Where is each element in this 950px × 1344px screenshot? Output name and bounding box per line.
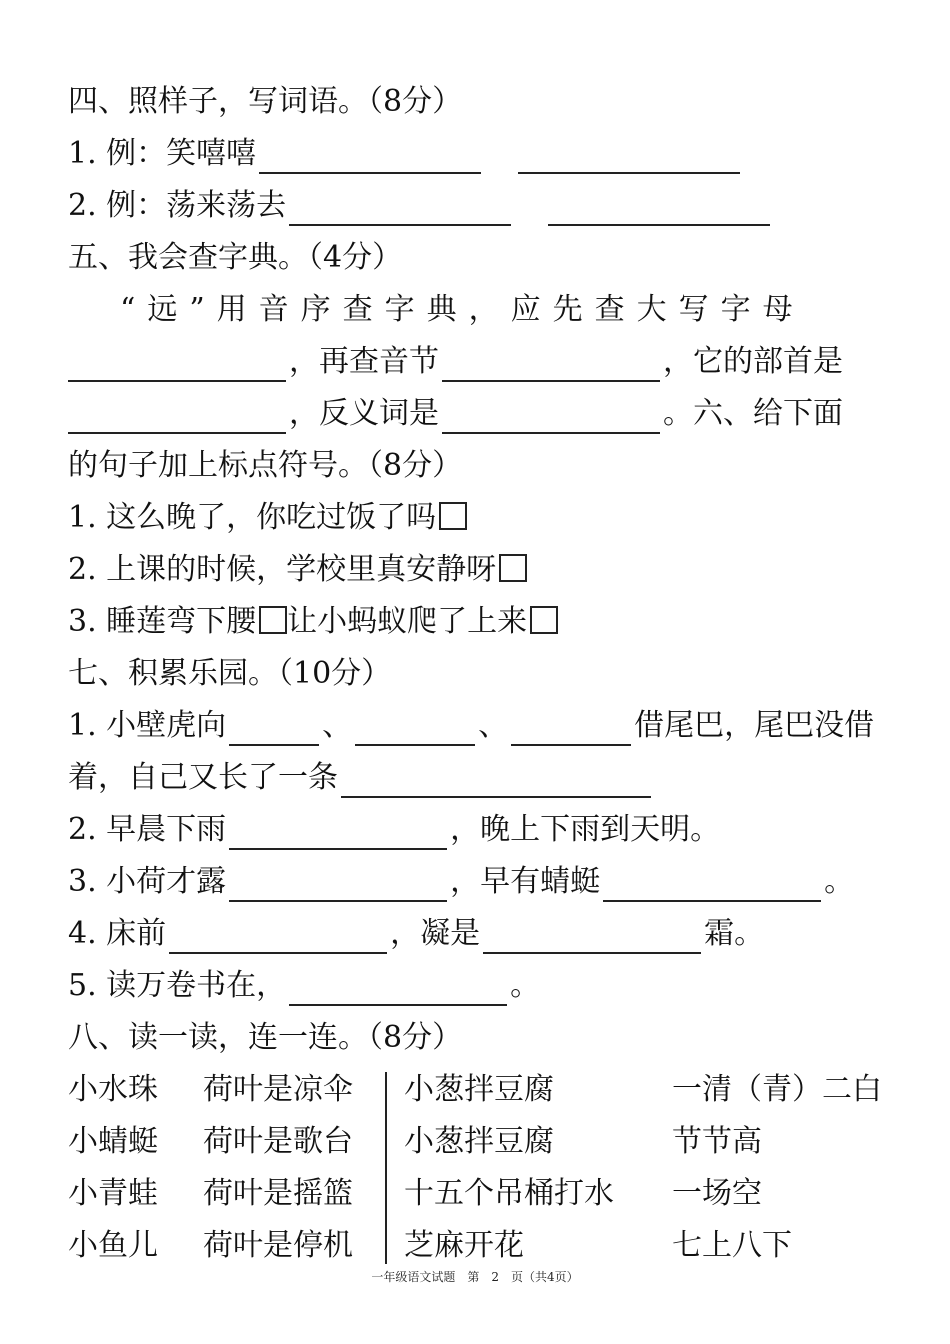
list-item[interactable]: 小水珠 xyxy=(68,1072,158,1107)
section-4-q1 xyxy=(68,134,743,174)
list-item[interactable]: 十五个吊桶打水 xyxy=(404,1176,614,1211)
answer-blank[interactable] xyxy=(548,194,770,226)
section-7-q5 xyxy=(68,966,540,1006)
text: ，晚上下雨到天明。 xyxy=(450,812,721,847)
section-6-title: 的句子加上标点符号。（8分） xyxy=(68,448,463,483)
answer-blank[interactable] xyxy=(289,194,511,226)
answer-blank[interactable] xyxy=(341,766,651,798)
match-col-1 xyxy=(68,1070,158,1278)
list-item[interactable]: 小蜻蜓 xyxy=(68,1124,158,1159)
text: ，反义词是 xyxy=(289,396,439,431)
answer-blank[interactable] xyxy=(442,350,660,382)
section-7-q1 xyxy=(68,706,874,746)
text: 、 xyxy=(478,708,509,743)
text: 2. 上课的时候，学校里真安静呀 xyxy=(68,552,497,587)
answer-blank[interactable] xyxy=(289,974,507,1006)
section-4-q2 xyxy=(68,186,773,226)
text: 让小蚂蚁爬了上来 xyxy=(287,604,528,639)
match-col-2 xyxy=(203,1070,353,1278)
section-7-q3 xyxy=(68,862,854,902)
text: ，凝是 xyxy=(390,916,481,951)
section-4-title: 四、照样子，写词语。（8分） xyxy=(68,84,463,119)
punctuation-box[interactable] xyxy=(499,554,527,582)
section-7-title: 七、积累乐园。（10分） xyxy=(68,656,392,691)
list-item[interactable]: 小葱拌豆腐 xyxy=(404,1124,554,1159)
text: 。 xyxy=(510,968,541,1003)
list-item[interactable]: 荷叶是歌台 xyxy=(203,1124,353,1159)
section-5-title: 五、我会查字典。（4分） xyxy=(68,240,403,275)
punctuation-box[interactable] xyxy=(530,606,558,634)
text: 3. 小荷才露 xyxy=(68,864,227,899)
section-6-q3 xyxy=(68,602,558,642)
text: 1. 这么晚了，你吃过饭了吗 xyxy=(68,500,437,535)
section-7-q1-cont xyxy=(68,758,654,798)
list-item[interactable]: 荷叶是停机 xyxy=(203,1228,353,1263)
answer-blank[interactable] xyxy=(229,714,319,746)
column-divider xyxy=(385,1072,387,1264)
list-item[interactable]: 小葱拌豆腐 xyxy=(404,1072,554,1107)
text: 4. 床前 xyxy=(68,916,167,951)
list-item[interactable]: 小青蛙 xyxy=(68,1176,158,1211)
answer-blank[interactable] xyxy=(442,402,660,434)
punctuation-box[interactable] xyxy=(259,606,287,634)
list-item[interactable]: 荷叶是凉伞 xyxy=(203,1072,353,1107)
list-item[interactable]: 节节高 xyxy=(672,1124,762,1159)
section-6-q2 xyxy=(68,550,527,590)
text: ，早有蜻蜓 xyxy=(450,864,601,899)
text: 5. 读万卷书在， xyxy=(68,968,287,1003)
answer-blank[interactable] xyxy=(355,714,475,746)
text: ，再查音节 xyxy=(289,344,439,379)
text: 1. 小壁虎向 xyxy=(68,708,227,743)
text: 霜。 xyxy=(704,916,765,951)
section-5-line3 xyxy=(68,394,843,434)
page-footer: 一年级语文试题 第 2 页（共4页） xyxy=(371,1270,579,1284)
answer-blank[interactable] xyxy=(603,870,821,902)
section-7-q2 xyxy=(68,810,720,850)
section-8-title: 八、读一读，连一连。（8分） xyxy=(68,1020,463,1055)
answer-blank[interactable] xyxy=(68,402,286,434)
answer-blank[interactable] xyxy=(229,818,447,850)
text: ，它的部首是 xyxy=(663,344,843,379)
list-item[interactable]: 芝麻开花 xyxy=(404,1228,524,1263)
answer-blank[interactable] xyxy=(169,922,387,954)
section-7-q4 xyxy=(68,914,764,954)
punctuation-box[interactable] xyxy=(439,502,467,530)
list-item[interactable]: 荷叶是摇篮 xyxy=(203,1176,353,1211)
list-item[interactable]: 七上八下 xyxy=(672,1228,792,1263)
section-5-line2 xyxy=(68,342,843,382)
text: 3. 睡莲弯下腰 xyxy=(68,604,257,639)
answer-blank[interactable] xyxy=(229,870,447,902)
text: 。六、给下面 xyxy=(663,396,843,431)
list-item[interactable]: 一场空 xyxy=(672,1176,762,1211)
match-col-4 xyxy=(672,1070,882,1278)
answer-blank[interactable] xyxy=(518,142,740,174)
text: 、 xyxy=(322,708,353,743)
q1-example: 1. 例：笑嘻嘻 xyxy=(68,136,257,171)
answer-blank[interactable] xyxy=(68,350,286,382)
text: 。 xyxy=(824,864,855,899)
answer-blank[interactable] xyxy=(511,714,631,746)
text: 2. 早晨下雨 xyxy=(68,812,227,847)
answer-blank[interactable] xyxy=(259,142,481,174)
text: 借尾巴，尾巴没借 xyxy=(634,708,875,743)
section-6-q1 xyxy=(68,498,467,538)
match-col-3 xyxy=(404,1070,614,1278)
q2-example: 2. 例：荡来荡去 xyxy=(68,188,287,223)
list-item[interactable]: 一清（青）二白 xyxy=(672,1072,882,1107)
section-5-line1: “远”用音序查字典，应先查大写字母 xyxy=(120,292,805,327)
text: 着，自己又长了一条 xyxy=(68,760,338,795)
list-item[interactable]: 小鱼儿 xyxy=(68,1228,158,1263)
answer-blank[interactable] xyxy=(483,922,701,954)
